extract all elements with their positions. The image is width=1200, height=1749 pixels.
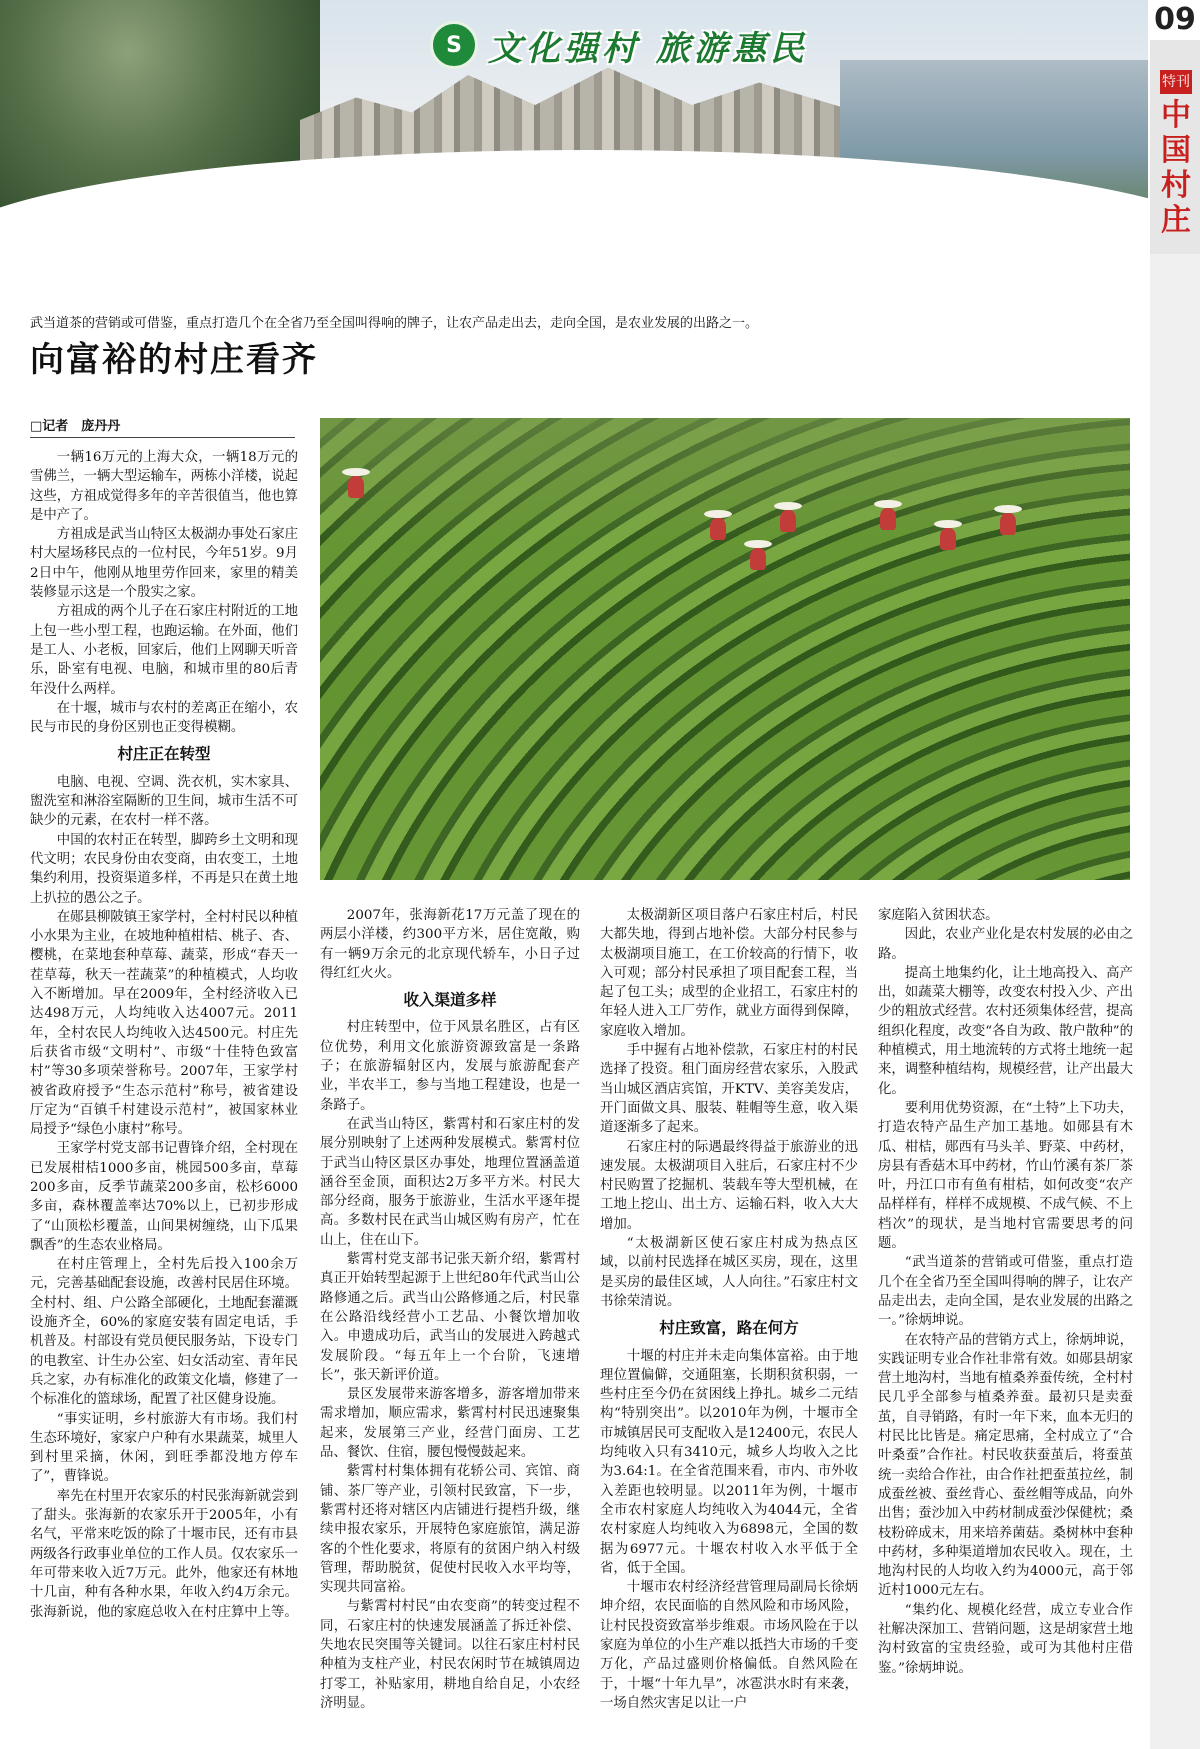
paragraph: 方祖成是武当山特区太极湖办事处石家庄村大屋场移民点的一位村民，今年51岁。9月2日中午，他刚从地里劳作回来，家里的精美装修显示这是一个殷实之家。 [30,527,298,601]
paragraph: 紫霄村村集体拥有花轿公司、宾馆、商铺、茶厂等产业，引领村民致富，下一步，紫霄村还将对辖区内店铺进行提档升级，继续申报农家乐，开展特色家庭旅馆，满足游客的个性化要求，将原有的贫困户纳入村级管理，帮助脱贫，促使村民收入水平均等，实现共同富裕。 [320,1464,580,1596]
paragraph: 在村庄管理上，全村先后投入100余万元，完善基础配套设施，改善村民居住环境。全村村、组、户公路全部硬化，土地配套灌溉设施齐全，60%的家庭安装有固定电话，手机普及。村部设有党员便民服务站，下设专门的电教室、计生办公室、妇女活动室、青年民兵之家，办有标准化的政策文化墙，修建了一个标准化的篮球场，配置了社区健身设施。 [30,1257,298,1408]
column-title: 中国村庄 [1161,98,1191,238]
tea-picker-figure [710,518,726,540]
tea-picker-figure [750,548,766,570]
paragraph: 因此，农业产业化是农村发展的必由之路。 [878,927,1133,962]
paragraph: 十堰的村庄并未走向集体富裕。由于地理位置偏僻，交通阻塞，长期积贫积弱，一些村庄至今仍在贫困线上挣扎。城乡二元结构“特别突出”。以2010年为例，十堰市全市城镇居民可支配收入是12400元，农民人均纯收入只有3410元，城乡人均收入之比为3.64:1。在全省范围来看，市内、市外收入差距也较明显。以2011年为例，十堰市全市农村家庭人均纯收入为4044元，全省农村家庭人均纯收入为6898元，全国的数据为6977元。十堰农村收入水平低于全省，低于全国。 [600,1348,858,1576]
article-column-1 [30,448,298,1622]
paragraph: 手中握有占地补偿款，石家庄村的村民选择了投资。租门面房经营农家乐，入股武当山城区酒店宾馆，开KTV、美容美发店，开门面做文具、服装、鞋帽等生意，收入渠道逐渐多了起来。 [600,1043,858,1136]
paragraph: 太极湖新区项目落户石家庄村后，村民大都失地，得到占地补偿。大部分村民参与太极湖项目施工，在工价较高的行情下，收入可观；部分村民承担了项目配套工程，当起了包工头；成型的企业招工，石家庄村的年轻人进入工厂劳作，就业方面得到保障，家庭收入增加。 [600,908,858,1039]
paragraph: 在十堰，城市与农村的差离正在缩小，农民与市民的身份区别也正变得模糊。 [30,700,298,736]
headline: 向富裕的村庄看齐 [30,340,318,380]
tea-picker-figure [780,510,796,532]
paragraph: 方祖成的两个儿子在石家庄村附近的工地上包一些小型工程，也跑运输。在外面，他们是工人、小老板，回家后，他们上网聊天听音乐，卧室有电视、电脑，和城市里的80后青年没什么两样。 [30,604,298,697]
tea-picker-figure [940,528,956,550]
paragraph: 在武当山特区，紫霄村和石家庄村的发展分别映射了上述两种发展模式。紫霄村位于武当山特区景区办事处，地理位置涵盖道涵谷至金顶，面积达2万多平方米。村民大部分经商，服务于旅游业，生活水平逐年提高。多数村民在武当山城区购有房产，忙在山上，住在山下。 [320,1116,580,1248]
paragraph: 提高土地集约化，让土地高投入、高产出，如蔬菜大棚等，改变农村投入少、产出少的粗放式经营。农村还须集体经营，提高组织化程度，改变“各自为政、散户散种”的种植模式，用土地流转的方式将土地统一起来，调整种植结构，规模经营，让产出最大化。 [878,965,1133,1097]
tea-plantation-photo [320,418,1130,880]
right-margin [1150,254,1200,1749]
paragraph: 家庭陷入贫困状态。 [878,908,999,923]
section-heading: 村庄正在转型 [117,745,211,764]
paragraph: “太极湖新区使石家庄村成为热点区域，以前村民选择在城区买房，现在，这里是买房的最佳区域，人人向往。”石家庄村文书徐荣清说。 [600,1236,858,1309]
paragraph: 景区发展带来游客增多，游客增加带来需求增加，顺应需求，紫霄村村民迅速聚集起来，发展第三产业，经营门面房、工艺品、餐饮、住宿，腰包慢慢鼓起来。 [320,1387,580,1461]
paragraph: 要利用优势资源，在“土特”上下功夫，打造农特产品生产加工基地。如郧县有木瓜、柑桔，郧西有马头羊、野菜、中药材，房县有香菇木耳中药材，竹山竹溪有茶厂茶叶，丹江口市有鱼有柑桔，如何改变“农产品样样有，样样不成规模、不成气候、不上档次”的现状，是当地村官需要思考的问题。 [878,1100,1133,1252]
article-column-4 [878,906,1133,1678]
logo-icon: S [430,21,478,69]
section-heading: 村庄致富，路在何方 [659,1319,799,1338]
paragraph: 电脑、电视、空调、洗衣机，实木家具、盥洗室和淋浴室隔断的卫生间，城市生活不可缺少的元素，在农村一样不落。 [30,774,298,829]
section-heading: 收入渠道多样 [403,991,497,1010]
lead-quote: 武当道茶的营销或可借鉴，重点打造几个在全省乃至全国叫得响的牌子，让农产品走出去，走向全国，是农业发展的出路之一。 [30,316,759,331]
paragraph: 在郧县柳陂镇王家学村，全村村民以种植小水果为主业，在坡地种植柑桔、桃子、杏、樱桃，在菜地套种草莓、蔬菜，形成“春天一茬草莓，秋天一茬蔬菜”的种植模式，人均收入不断增加。早在2009年，全村经济收入已达498万元，人均纯收入达4007元。2011年，全村农民人均纯收入达4500元。村庄先后获省市级“文明村”、市级“十佳特色致富村”等30多项荣誉称号。2007年，王家学村被省政府授予“生态示范村”称号，被省建设厅定为“百镇千村建设示范村”，被国家林业局授予“绿色小康村”称号。 [30,909,298,1138]
edition-tag: 特刊 [1160,70,1192,94]
tea-picker-figure [1000,513,1016,535]
slogan-text: 文化强村 旅游惠民 [488,28,808,69]
article-column-2 [320,906,580,1713]
masthead-slogan [430,20,808,70]
paragraph: 村庄转型中，位于风景名胜区，占有区位优势，利用文化旅游资源致富是一条路子；在旅游辐射区内，发展与旅游配套产业，半农半工，参与当地工程建设，也是一条路子。 [320,1020,580,1113]
paragraph: 一辆16万元的上海大众，一辆18万元的雪佛兰，一辆大型运输车，两栋小洋楼，说起这些，方祖成觉得多年的辛苦很值当，他也算是中产了。 [30,450,298,523]
tea-picker-figure [348,476,364,498]
paragraph: “武当道茶的营销或可借鉴，重点打造几个在全省乃至全国叫得响的牌子，让农产品走出去，走向全国，是农业发展的出路之一。”徐炳坤说。 [878,1255,1133,1329]
paragraph: 石家庄村的际遇最终得益于旅游业的迅速发展。太极湖项目入驻后，石家庄村不少村民购置了挖掘机、装载车等大型机械，在工地上挖山、出土方、运输石料，收入大大增加。 [600,1139,858,1232]
paragraph: 与紫霄村村民“由农变商”的转变过程不同，石家庄村的快速发展涵盖了拆迁补偿、失地农民突围等关键词。以往石家庄村村民种植为支柱产业，村民农闲时节在城镇周边打零工，补贴家用，耕地自给自足，小农经济明显。 [320,1599,580,1711]
byline: □记者 庞丹丹 [30,415,295,438]
paragraph: 率先在村里开农家乐的村民张海新就尝到了甜头。张海新的农家乐开于2005年，小有名气，平常来吃饭的除了十堰市民，还有市县两级各行政事业单位的工作人员。仅农家乐一年可带来收入近7万元。此外，他家还有林地十几亩，种有各种水果，年收入约4万余元。张海新说，他的家庭总收入在村庄算中上等。 [30,1488,298,1620]
page-number: 09 [1154,2,1196,37]
masthead-banner [0,0,1148,262]
tea-picker-figure [880,508,896,530]
paragraph: “集约化、规模化经营，成立专业合作社解决深加工、营销问题，这是胡家营土地沟村致富的宝贵经验，或可为其他村庄借鉴。”徐炳坤说。 [878,1602,1133,1676]
paragraph: 中国的农村正在转型，脚跨乡土文明和现代文明；农民身份由农变商，由农变工，土地集约利用，投资渠道多样，不再是只在黄土地上扒拉的愚公之子。 [30,832,298,906]
paragraph: 2007年，张海新花17万元盖了现在的两层小洋楼，约300平方米，居住宽敞，购有一辆9万余元的北京现代轿车，小日子过得红红火火。 [320,908,580,981]
paragraph: 紫霄村党支部书记张天新介绍，紫霄村真正开始转型起源于上世纪80年代武当山公路修通之后。武当山公路修通之后，村民靠在公路沿线经营小工艺品、小餐饮增加收入。申遗成功后，武当山的发展进入跨越式发展阶段。“每五年上一个台阶，飞速增长”，张天新评价道。 [320,1252,580,1383]
paragraph: 王家学村党支部书记曹锋介绍，全村现在已发展柑桔1000多亩，桃园500多亩，草莓200多亩，反季节蔬菜200多亩，松杉6000多亩，森林覆盖率达70%以上，已初步形成了“山顶松杉覆盖，山间果树缠绕，山下瓜果飘香”的生态农业格局。 [30,1141,298,1253]
paragraph: 在农特产品的营销方式上，徐炳坤说，实践证明专业合作社非常有效。如郧县胡家营土地沟村，当地有植桑养蚕传统，全村村民几乎全部参与植桑养蚕。最初只是卖蚕茧，自寻销路，有时一年下来，血本无归的村民比比皆是。痛定思痛，全村成立了“合叶桑蚕”合作社。村民收获蚕茧后，将蚕茧统一卖给合作社，由合作社把蚕茧拉丝，制成蚕丝被、蚕丝背心、蚕丝帽等成品，向外出售；蚕沙加入中药材制成蚕沙保健枕；桑枝粉碎成末，用来培养菌菇。桑树林中套种中药材，多种渠道增加农民收入。现在，土地沟村民的人均收入约为4000元，高于邻近村1000元左右。 [878,1332,1133,1599]
article-column-3 [600,906,858,1713]
paragraph: “事实证明，乡村旅游大有市场。我们村生态环境好，家家户户种有水果蔬菜，城里人到村里采摘，休闲，到旺季都没地方停车了”，曹锋说。 [30,1411,298,1485]
paragraph: 十堰市农村经济经营管理局副局长徐炳坤介绍，农民面临的自然风险和市场风险，让村民投资致富举步维艰。市场风险在于以家庭为单位的小生产难以抵挡大市场的千变万化，产品过盛则价格偏低。自然风险在于，十堰“十年九旱”，冰雹洪水时有来袭，一场自然灾害足以让一户 [600,1580,858,1711]
